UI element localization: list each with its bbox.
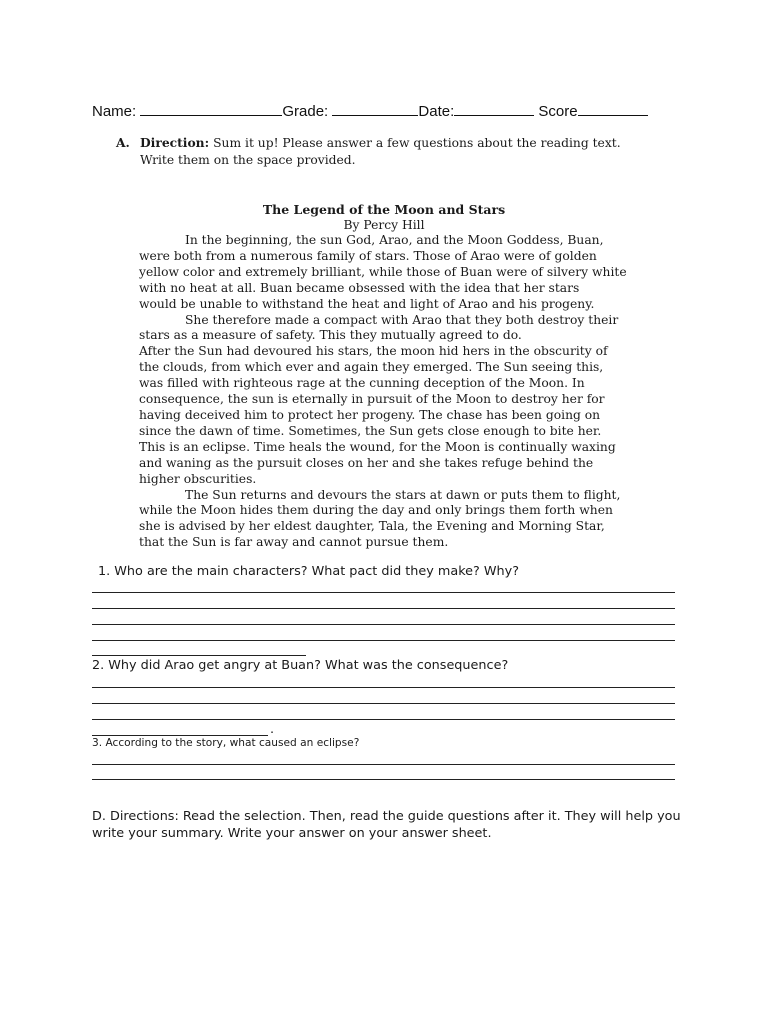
answer-line-2[interactable] xyxy=(92,719,675,720)
header-info-line xyxy=(92,102,692,120)
story-line: that the Sun is far away and cannot pursue them. xyxy=(139,535,449,550)
date-blank[interactable] xyxy=(454,102,534,116)
date-label: Date: xyxy=(418,103,455,120)
answer-line-3[interactable] xyxy=(92,764,675,765)
story-line: After the Sun had devoured his stars, the moon hid hers in the obscurity of xyxy=(139,344,608,359)
name-blank[interactable] xyxy=(140,102,282,116)
story-line: yellow color and extremely brilliant, while those of Buan were of silvery white xyxy=(139,264,627,279)
story-line: higher obscurities. xyxy=(139,471,257,486)
story-line: She therefore made a compact with Arao that they both destroy their xyxy=(185,312,619,327)
direction-a-label: Direction: xyxy=(140,135,210,150)
question-2: 2. Why did Arao get angry at Buan? What was the consequence? xyxy=(92,658,509,673)
question-3: 3. According to the story, what caused an eclipse? xyxy=(92,737,360,749)
story-line: while the Moon hides them during the day and only brings them forth when xyxy=(139,503,613,518)
direction-d-text: D. Directions: Read the selection. Then, read the guide questions after it. They will help you write your summary. Write your answer on your answer sheet. xyxy=(92,809,681,841)
story-line: the clouds, from which ever and again they emerged. The Sun seeing this, xyxy=(139,360,604,375)
story-line: stars as a measure of safety. This they mutually agreed to do. xyxy=(139,328,522,343)
grade-label: Grade: xyxy=(282,103,329,120)
answer-line-1[interactable] xyxy=(92,640,675,641)
story-author: By Percy Hill xyxy=(343,218,425,232)
story-line: was filled with righteous rage at the cunning deception of the Moon. In xyxy=(139,376,585,391)
answer-line-2[interactable] xyxy=(92,703,675,704)
story-line: This is an eclipse. Time heals the wound, for the Moon is continually waxing xyxy=(139,439,616,454)
story-line: and waning as the pursuit closes on her and she takes refuge behind the xyxy=(139,455,594,470)
answer-line-1[interactable] xyxy=(92,608,675,609)
story-line: with no heat at all. Buan became obsessed with the idea that her stars xyxy=(139,280,580,295)
score-blank[interactable] xyxy=(578,102,648,116)
story-line: In the beginning, the sun God, Arao, and the Moon Goddess, Buan, xyxy=(185,233,604,247)
story-line: she is advised by her eldest daughter, Tala, the Evening and Morning Star, xyxy=(139,519,605,534)
answer-line-2[interactable] xyxy=(92,735,268,736)
story-body xyxy=(139,233,679,551)
story-title: The Legend of the Moon and Stars xyxy=(262,202,506,217)
answer-line-1[interactable] xyxy=(92,655,306,656)
answer-line-3[interactable] xyxy=(92,779,675,780)
story-line: since the dawn of time. Sometimes, the Sun gets close enough to bite her. xyxy=(139,423,602,438)
answer-line-1[interactable] xyxy=(92,592,675,593)
answer-line-2-end-mark: . xyxy=(270,722,275,737)
story-line: were both from a numerous family of stars. Those of Arao were of golden xyxy=(139,248,597,263)
answer-line-2[interactable] xyxy=(92,687,675,688)
name-label: Name: xyxy=(92,103,137,120)
grade-blank[interactable] xyxy=(332,102,418,116)
story-line: The Sun returns and devours the stars at dawn or puts them to flight, xyxy=(185,487,621,502)
score-label: Score xyxy=(538,103,578,120)
direction-a-letter: A. xyxy=(116,135,130,150)
direction-a-line2: Write them on the space provided. xyxy=(140,153,356,167)
answer-line-1[interactable] xyxy=(92,624,675,625)
story-line: having deceived him to protect her progeny. The chase has been going on xyxy=(139,407,601,422)
story-line: would be unable to withstand the heat and light of Arao and his progeny. xyxy=(139,296,595,311)
direction-a-text: Sum it up! Please answer a few questions about the reading text. xyxy=(213,136,621,150)
question-1: 1. Who are the main characters? What pact did they make? Why? xyxy=(98,564,520,579)
direction-a-block xyxy=(116,134,676,169)
story-line: consequence, the sun is eternally in pursuit of the Moon to destroy her for xyxy=(139,392,605,407)
